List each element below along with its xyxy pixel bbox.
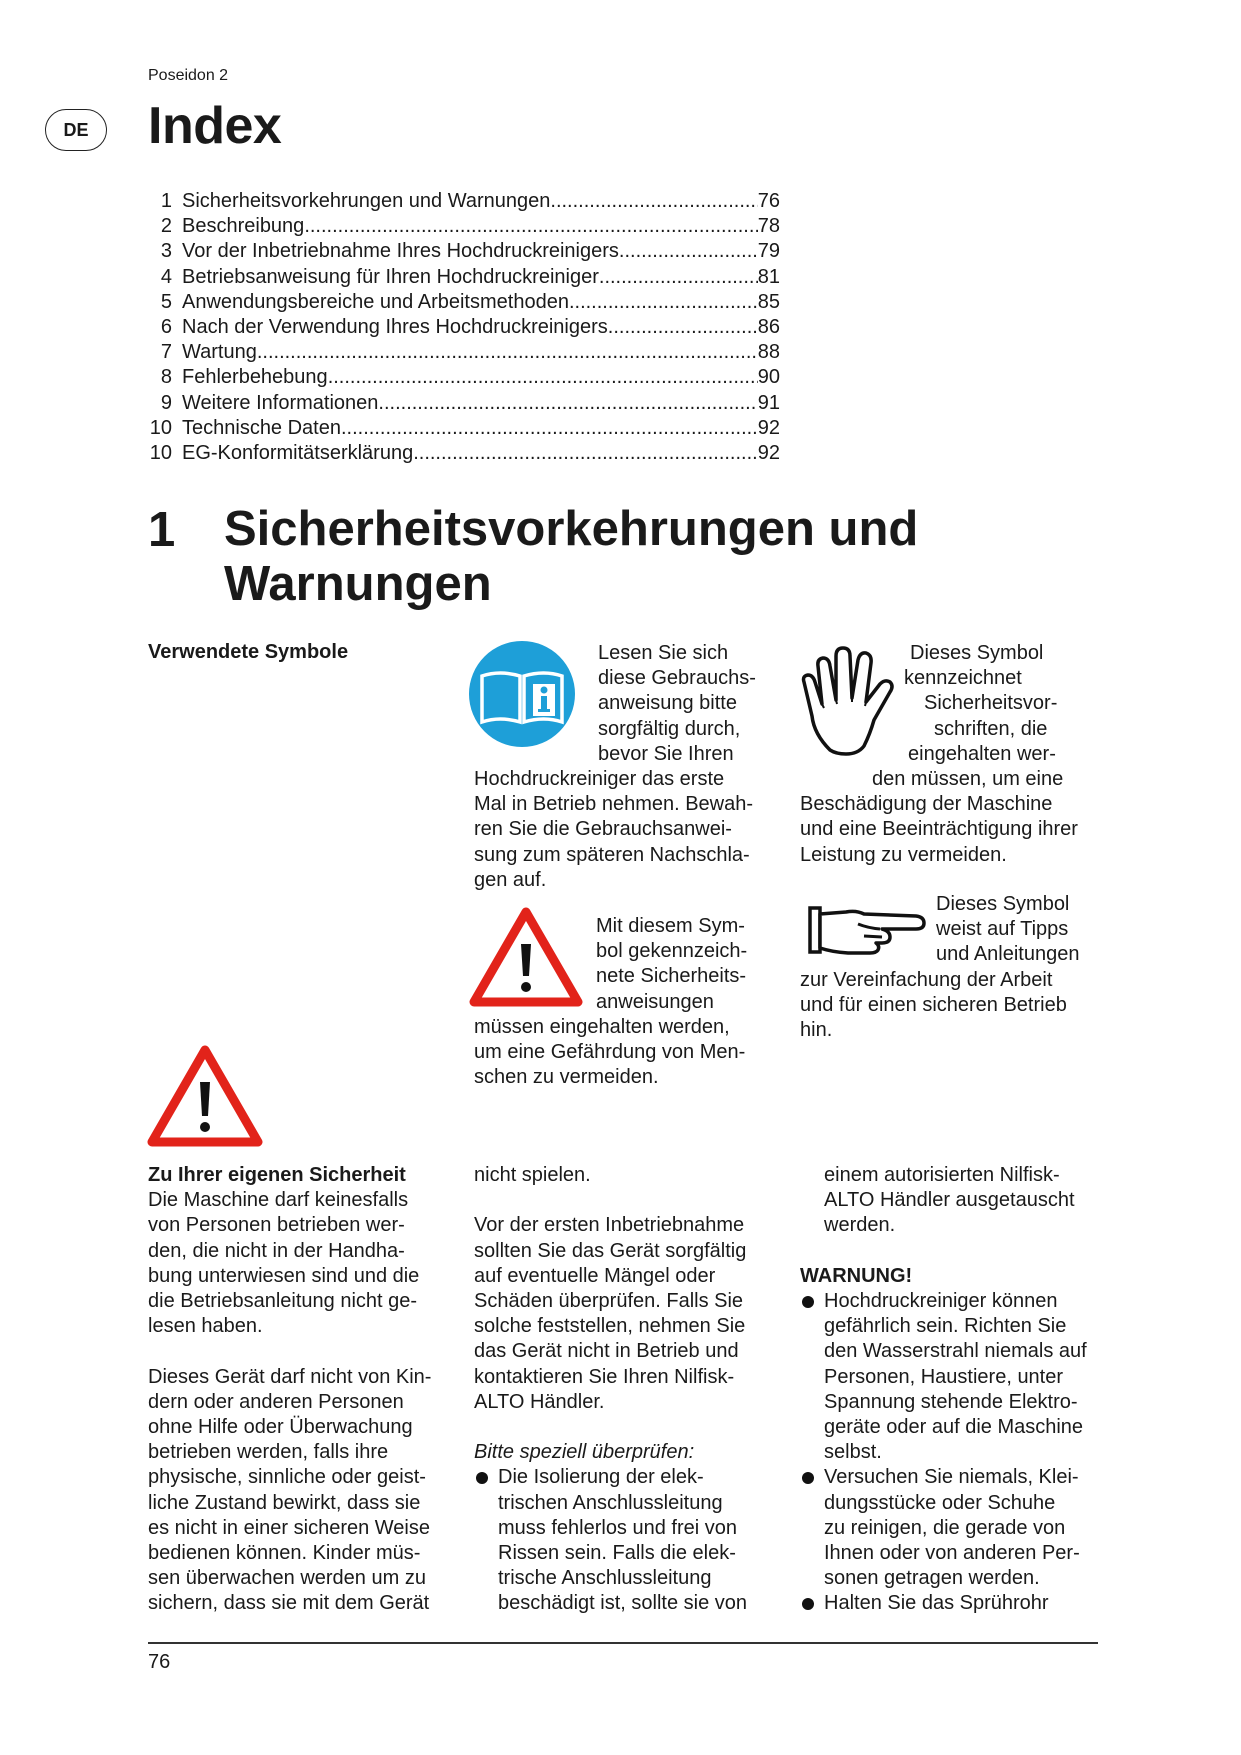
toc-title: Fehlerbehebung bbox=[182, 366, 328, 389]
text-line: kennzeichnet bbox=[904, 667, 1022, 690]
text-line: sorgfältig durch, bbox=[598, 717, 741, 740]
text-line: Spannung stehende Elektro- bbox=[824, 1390, 1078, 1413]
toc-number: 4 bbox=[160, 265, 172, 288]
toc-entry bbox=[140, 265, 780, 290]
symbols-heading: Verwendete Symbole bbox=[148, 641, 349, 663]
toc-page: 81 bbox=[757, 265, 780, 288]
toc-page: 76 bbox=[757, 190, 780, 212]
warning-symbol-text bbox=[474, 914, 804, 1090]
own-safety-para1 bbox=[148, 1188, 458, 1339]
text-line: lesen haben. bbox=[148, 1315, 263, 1338]
text-line: physische, sinnliche oder geist- bbox=[148, 1466, 426, 1489]
toc-title: Vor der Inbetriebnahme Ihres Hochdruckreinigers bbox=[182, 240, 619, 263]
toc-title: Wartung bbox=[182, 341, 257, 364]
toc-entry bbox=[140, 365, 780, 390]
text-line: Dieses Symbol bbox=[910, 642, 1044, 664]
toc-number: 7 bbox=[160, 341, 172, 364]
text-line: muss fehlerlos und frei von bbox=[498, 1516, 738, 1539]
text-line: Schäden überprüfen. Falls Sie bbox=[474, 1290, 744, 1312]
toc-leader bbox=[413, 441, 758, 466]
toc-leader bbox=[304, 214, 757, 239]
toc-entry bbox=[140, 315, 780, 340]
text-line: das Gerät nicht in Betrieb und bbox=[474, 1340, 739, 1363]
text-line: Lesen Sie sich bbox=[598, 642, 729, 664]
text-line: bedienen können. Kinder müs- bbox=[148, 1542, 421, 1565]
text-line: werden. bbox=[824, 1214, 896, 1237]
toc-title: Betriebsanweisung für Ihren Hochdruckreiniger bbox=[182, 265, 599, 288]
text-line: sung zum späteren Nachschla- bbox=[474, 843, 750, 866]
text-line: Sicherheitsvor- bbox=[924, 692, 1058, 715]
toc-page: 88 bbox=[757, 341, 780, 364]
toc-entry bbox=[140, 214, 780, 239]
text-line: Mal in Betrieb nehmen. Bewah- bbox=[474, 793, 754, 816]
text-line: kontaktieren Sie Ihren Nilfisk- bbox=[474, 1365, 735, 1388]
text-line: bevor Sie Ihren bbox=[598, 742, 734, 765]
text-line: schen zu vermeiden. bbox=[474, 1066, 659, 1089]
text-line: dungsstücke oder Schuhe bbox=[824, 1491, 1056, 1514]
page-number: 76 bbox=[148, 1651, 171, 1673]
toc-title: EG-Konformitätserklärung bbox=[182, 441, 414, 464]
text-line: den, die nicht in der Handha- bbox=[148, 1239, 405, 1262]
toc-page: 85 bbox=[757, 290, 780, 313]
toc-number: 3 bbox=[160, 240, 172, 263]
text-line: eingehalten wer- bbox=[908, 742, 1056, 765]
text-line: und für einen sicheren Betrieb bbox=[800, 993, 1067, 1016]
text-line: Ihnen oder von anderen Per- bbox=[824, 1542, 1080, 1565]
text-line: Die Isolierung der elek- bbox=[498, 1466, 704, 1489]
toc-leader bbox=[328, 365, 758, 390]
warning-list bbox=[800, 1289, 1100, 1617]
text-line: Leistung zu vermeiden. bbox=[800, 843, 1007, 866]
toc-number: 6 bbox=[160, 315, 172, 338]
toc-page: 92 bbox=[757, 441, 780, 464]
toc-leader bbox=[550, 189, 757, 214]
text-line: zu reinigen, die gerade von bbox=[824, 1516, 1066, 1539]
text-line: Hochdruckreiniger das erste bbox=[474, 768, 725, 791]
footer-divider bbox=[148, 1642, 1098, 1644]
text-line: Hochdruckreiniger können bbox=[824, 1290, 1058, 1312]
check-list bbox=[474, 1465, 774, 1616]
text-line: Mit diesem Sym- bbox=[596, 915, 745, 937]
toc-leader bbox=[257, 340, 758, 365]
toc-title: Weitere Informationen bbox=[182, 391, 379, 414]
text-line: und Anleitungen bbox=[936, 943, 1080, 966]
toc-number: 2 bbox=[160, 215, 172, 238]
text-line: selbst. bbox=[824, 1441, 882, 1464]
toc-number: 8 bbox=[160, 366, 172, 389]
toc-title: Technische Daten bbox=[182, 416, 341, 439]
toc-page: 79 bbox=[757, 240, 780, 263]
toc-title: Beschreibung bbox=[182, 215, 305, 238]
list-item bbox=[800, 1591, 1100, 1616]
list-item bbox=[800, 1289, 1100, 1465]
section-title bbox=[224, 502, 1024, 612]
text-line: von Personen betrieben wer- bbox=[148, 1214, 405, 1237]
toc-page: 90 bbox=[757, 366, 780, 389]
text-line: sollten Sie das Gerät sorgfältig bbox=[474, 1239, 747, 1262]
info-symbol-text bbox=[474, 641, 804, 893]
toc-number: 1 bbox=[160, 190, 172, 212]
hand-symbol-text bbox=[800, 641, 1110, 868]
text-line: auf eventuelle Mängel oder bbox=[474, 1264, 716, 1287]
section-title-line: Warnungen bbox=[224, 557, 492, 611]
text-line: ren Sie die Gebrauchsanwei- bbox=[474, 818, 732, 841]
toc-entry bbox=[140, 239, 780, 264]
text-line: zur Vereinfachung der Arbeit bbox=[800, 968, 1053, 991]
toc-entry bbox=[140, 391, 780, 416]
text-line: beschädigt ist, sollte sie von bbox=[498, 1592, 748, 1615]
inspection-column bbox=[474, 1163, 774, 1617]
toc-leader bbox=[619, 239, 758, 264]
text-line: Rissen sein. Falls die elek- bbox=[498, 1542, 736, 1565]
toc-leader bbox=[378, 391, 757, 416]
text-line: sen überwachen werden um zu bbox=[148, 1567, 426, 1590]
toc-number: 5 bbox=[160, 290, 172, 313]
toc-entry bbox=[140, 441, 780, 466]
warning-triangle-large-icon bbox=[146, 1044, 264, 1148]
check-heading: Bitte speziell überprüfen: bbox=[474, 1441, 695, 1464]
text-line: bol gekennzeich- bbox=[596, 940, 748, 963]
toc-page: 91 bbox=[757, 391, 780, 414]
text-line: solche feststellen, nehmen Sie bbox=[474, 1315, 746, 1338]
text-line: Halten Sie das Sprührohr bbox=[824, 1592, 1049, 1615]
own-safety-column bbox=[148, 1163, 458, 1617]
continued-text bbox=[800, 1163, 1100, 1239]
inspection-para bbox=[474, 1213, 774, 1415]
text-line: sichern, dass sie mit dem Gerät bbox=[148, 1592, 430, 1615]
language-badge: DE bbox=[45, 109, 107, 151]
toc-title: Anwendungsbereiche und Arbeitsmethoden bbox=[182, 290, 569, 313]
section-title-line: Sicherheitsvorkehrungen und bbox=[224, 502, 919, 556]
text-line: anweisungen bbox=[596, 990, 714, 1013]
text-line: weist auf Tipps bbox=[936, 918, 1069, 941]
toc-leader bbox=[608, 315, 758, 340]
text-line: gen auf. bbox=[474, 868, 547, 891]
toc-leader bbox=[569, 290, 758, 315]
toc-entry bbox=[140, 340, 780, 365]
text-line: den Wasserstrahl niemals auf bbox=[824, 1340, 1087, 1363]
toc-number: 10 bbox=[149, 441, 172, 464]
text-line: betrieben werden, falls ihre bbox=[148, 1441, 389, 1464]
warning-heading: WARNUNG! bbox=[800, 1264, 913, 1287]
text-line: geräte oder auf die Maschine bbox=[824, 1416, 1084, 1439]
text-line: anweisung bitte bbox=[598, 692, 737, 715]
own-safety-para2 bbox=[148, 1365, 458, 1617]
text-line: Personen, Haustiere, unter bbox=[824, 1365, 1064, 1388]
text-line: Dieses Gerät darf nicht von Kin- bbox=[148, 1365, 432, 1388]
toc-page: 92 bbox=[757, 416, 780, 439]
toc-entry bbox=[140, 189, 780, 214]
text-line: bung unterwiesen sind und die bbox=[148, 1264, 420, 1287]
toc-page: 86 bbox=[757, 315, 780, 338]
text-line: ohne Hilfe oder Überwachung bbox=[148, 1416, 413, 1439]
list-item bbox=[800, 1465, 1100, 1591]
toc-title: Sicherheitsvorkehrungen und Warnungen bbox=[182, 190, 551, 212]
text-line: ALTO Händler. bbox=[474, 1390, 605, 1413]
list-item bbox=[474, 1465, 774, 1616]
text-line: diese Gebrauchs- bbox=[598, 667, 756, 690]
text-line: Dieses Symbol bbox=[936, 893, 1070, 915]
toc-title: Nach der Verwendung Ihres Hochdruckreinigers bbox=[182, 315, 608, 338]
warning-column bbox=[800, 1163, 1100, 1617]
table-of-contents bbox=[140, 189, 780, 466]
product-name: Poseidon 2 bbox=[148, 67, 229, 84]
pointer-symbol-text bbox=[800, 892, 1110, 1043]
own-safety-heading: Zu Ihrer eigenen Sicherheit bbox=[148, 1164, 406, 1186]
text-line: Versuchen Sie niemals, Klei- bbox=[824, 1466, 1079, 1489]
text-line: nete Sicherheits- bbox=[596, 965, 747, 988]
text-line: ALTO Händler ausgetauscht bbox=[824, 1189, 1075, 1212]
text-line: sonen getragen werden. bbox=[824, 1567, 1040, 1590]
text-line: die Betriebsanleitung nicht ge- bbox=[148, 1290, 418, 1313]
index-title: Index bbox=[148, 97, 282, 155]
text-line: dern oder anderen Personen bbox=[148, 1390, 404, 1413]
text-line: trische Anschlussleitung bbox=[498, 1567, 712, 1590]
text-line: und eine Beeinträchtigung ihrer bbox=[800, 818, 1078, 841]
section-number: 1 bbox=[148, 503, 176, 557]
continued-text: nicht spielen. bbox=[474, 1164, 591, 1186]
toc-number: 10 bbox=[149, 416, 172, 439]
text-line: Die Maschine darf keinesfalls bbox=[148, 1189, 409, 1212]
toc-number: 9 bbox=[160, 391, 172, 414]
text-line: liche Zustand bewirkt, dass sie bbox=[148, 1491, 421, 1514]
toc-page: 78 bbox=[757, 215, 780, 238]
toc-leader bbox=[599, 265, 758, 290]
text-line: gefährlich sein. Richten Sie bbox=[824, 1315, 1067, 1338]
text-line: es nicht in einer sicheren Weise bbox=[148, 1516, 430, 1539]
toc-entry bbox=[140, 416, 780, 441]
text-line: Vor der ersten Inbetriebnahme bbox=[474, 1214, 745, 1237]
text-line: um eine Gefährdung von Men- bbox=[474, 1041, 746, 1064]
text-line: trischen Anschlussleitung bbox=[498, 1491, 723, 1514]
text-line: hin. bbox=[800, 1019, 833, 1042]
text-line: schriften, die bbox=[934, 717, 1048, 740]
toc-entry bbox=[140, 290, 780, 315]
text-line: den müssen, um eine bbox=[872, 768, 1064, 791]
text-line: einem autorisierten Nilfisk- bbox=[824, 1164, 1060, 1186]
text-line: Beschädigung der Maschine bbox=[800, 793, 1053, 816]
toc-leader bbox=[341, 416, 758, 441]
text-line: müssen eingehalten werden, bbox=[474, 1015, 730, 1038]
